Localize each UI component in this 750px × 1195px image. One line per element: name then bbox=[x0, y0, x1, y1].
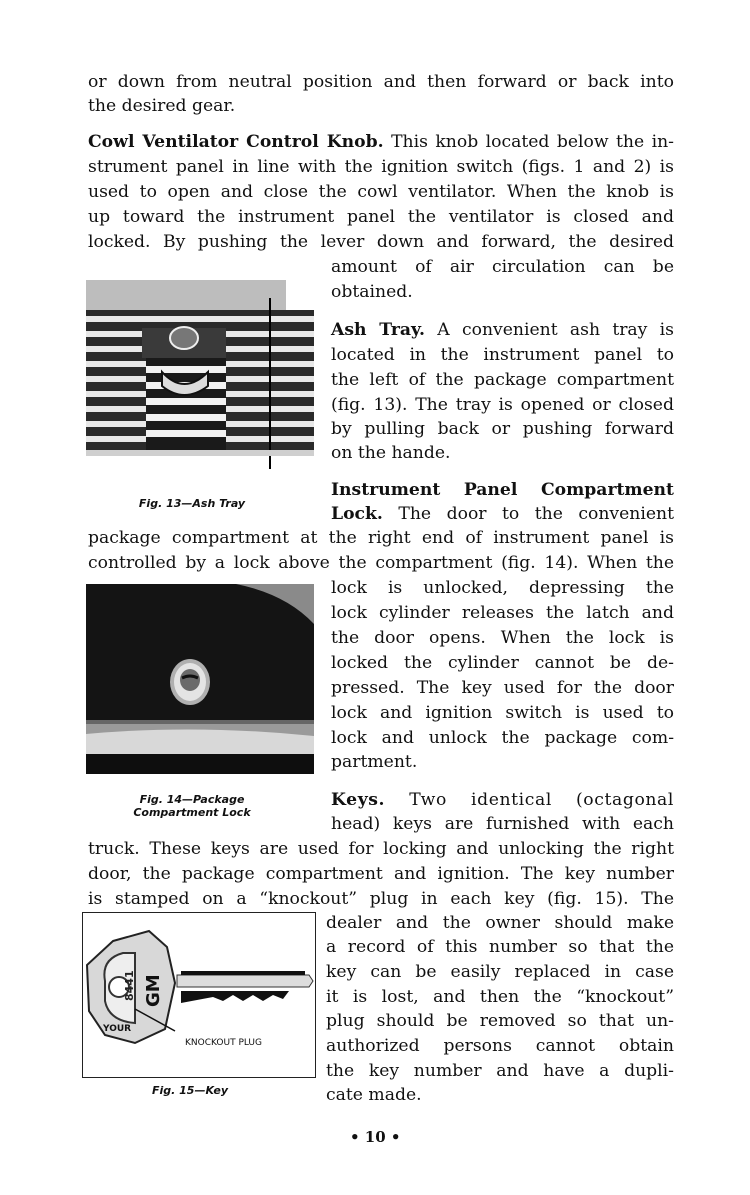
key-your-text: YOUR bbox=[103, 1024, 132, 1034]
keys-line-1: Keys. Two identical (octagonal bbox=[331, 790, 674, 810]
key-gm-text: GM bbox=[143, 974, 164, 1007]
cowl-line-2: strument panel in line with the ignition switch (figs. 1 and 2) is bbox=[88, 157, 674, 177]
cowl-line-1: Cowl Ventilator Control Knob. This knob located below the in- bbox=[88, 132, 674, 152]
ash-tray-heading: Ash Tray. bbox=[331, 320, 426, 340]
cowl-line-3: used to open and close the cowl ventilator. When the knob is bbox=[88, 182, 674, 202]
cowl-line-6: amount of air circulation can be bbox=[331, 257, 674, 277]
keys-line-3: truck. These keys are used for locking and unlocking the right bbox=[88, 839, 674, 859]
compartment-line-5: lock cylinder releases the latch and bbox=[331, 603, 674, 623]
compartment-line-10: lock and unlock the package com- bbox=[331, 728, 674, 748]
keys-line-11: authorized persons cannot obtain bbox=[326, 1036, 674, 1056]
page-number: • 10 • bbox=[350, 1128, 401, 1146]
compartment-heading-1: Instrument Panel Compartment bbox=[331, 480, 674, 500]
compartment-heading-2: Lock. bbox=[331, 504, 383, 524]
intro-line-1: or down from neutral position and then forward or back into bbox=[88, 72, 674, 92]
intro-line-2: the desired gear. bbox=[88, 96, 236, 116]
keys-line-12: the key number and have a dupli- bbox=[326, 1061, 674, 1081]
ash-line-4: (fig. 13). The tray is opened or closed bbox=[331, 395, 674, 415]
cowl-heading: Cowl Ventilator Control Knob. bbox=[88, 132, 384, 152]
cowl-line-4: up toward the instrument panel the ventilator is closed and bbox=[88, 207, 674, 227]
fig15-key-image bbox=[82, 912, 316, 1078]
fig14-caption: Fig. 14—Package Compartment Lock bbox=[133, 793, 251, 819]
knockout-plug-label: KNOCKOUT PLUG bbox=[185, 1038, 262, 1048]
keys-heading: Keys. bbox=[331, 790, 386, 810]
keys-line-5: is stamped on a “knockout” plug in each key (fig. 15). The bbox=[88, 889, 674, 909]
compartment-line-3: controlled by a lock above the compartment (fig. 14). When the bbox=[88, 553, 674, 573]
compartment-line-6: the door opens. When the lock is bbox=[331, 628, 674, 648]
compartment-line-4: lock is unlocked, depressing the bbox=[331, 578, 674, 598]
ash-tray-illustration bbox=[86, 276, 314, 469]
fig13-ash-tray-image bbox=[86, 276, 314, 469]
cowl-line-7: obtained. bbox=[331, 282, 413, 302]
key-number-text: 8441 bbox=[123, 970, 136, 1001]
keys-line-9: it is lost, and then the “knockout” bbox=[326, 987, 674, 1007]
fig13-caption: Fig. 13—Ash Tray bbox=[138, 497, 246, 510]
keys-line-2: head) keys are furnished with each bbox=[331, 814, 674, 834]
keys-line-7: a record of this number so that the bbox=[326, 937, 674, 957]
key-illustration bbox=[83, 913, 315, 1077]
keys-line-6: dealer and the owner should make bbox=[326, 913, 674, 933]
keys-line-4: door, the package compartment and ignition. The key number bbox=[88, 864, 674, 884]
compartment-line-7: locked the cylinder cannot be de- bbox=[331, 653, 674, 673]
keys-line-10: plug should be removed so that un- bbox=[326, 1011, 674, 1031]
compartment-line-11: partment. bbox=[331, 752, 418, 772]
compartment-line-9: lock and ignition switch is used to bbox=[331, 703, 674, 723]
ash-line-3: the left of the package compartment bbox=[331, 370, 674, 390]
compartment-line-8: pressed. The key used for the door bbox=[331, 678, 674, 698]
fig14-lock-image bbox=[86, 584, 314, 774]
cowl-line-5: locked. By pushing the lever down and forward, the desired bbox=[88, 232, 674, 252]
compartment-line-2: package compartment at the right end of instrument panel is bbox=[88, 528, 674, 548]
fig15-caption: Fig. 15—Key bbox=[151, 1084, 229, 1097]
compartment-lock-illustration bbox=[86, 584, 314, 774]
keys-line-8: key can be easily replaced in case bbox=[326, 962, 674, 982]
ash-line-5: by pulling back or pushing forward bbox=[331, 419, 674, 439]
ash-line-6: on the hande. bbox=[331, 443, 451, 463]
keys-line-13: cate made. bbox=[326, 1085, 422, 1105]
compartment-line-1: Lock. The door to the convenient bbox=[331, 504, 674, 524]
ash-line-1: Ash Tray. A convenient ash tray is bbox=[331, 320, 674, 340]
ash-line-2: located in the instrument panel to bbox=[331, 345, 674, 365]
